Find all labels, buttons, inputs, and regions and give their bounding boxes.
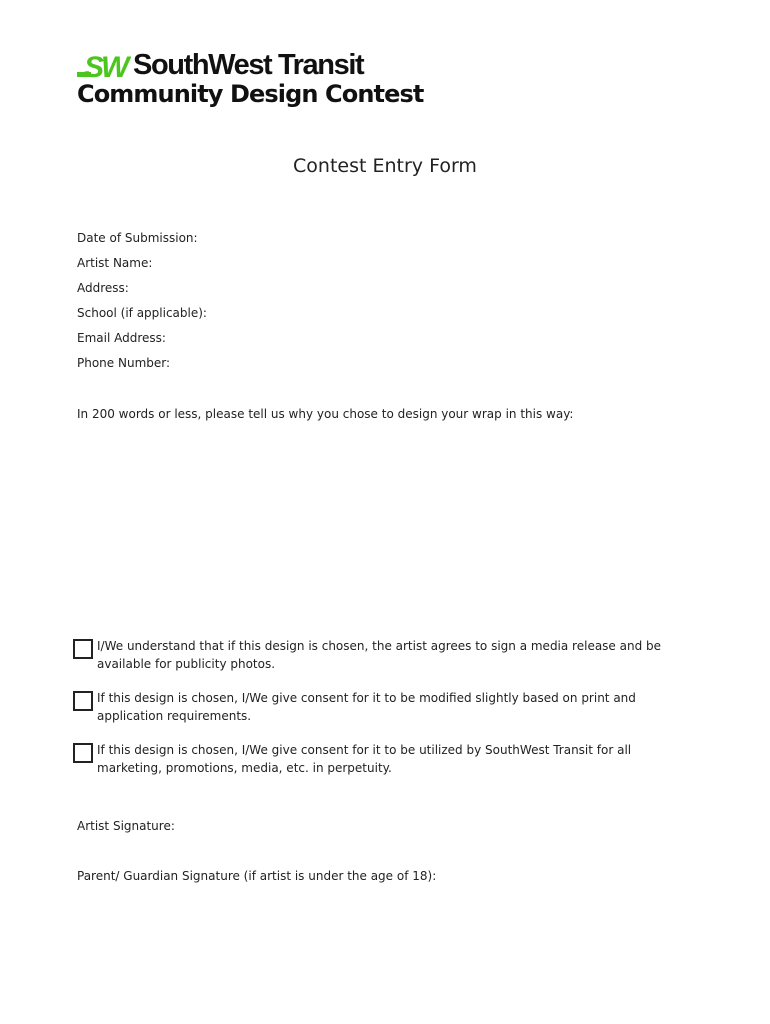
header: [77, 48, 423, 108]
field-address: Address:: [77, 281, 129, 295]
consent-modification-text: If this design is chosen, I/We give consent for it to be modified slightly based on print and application requirements.: [97, 691, 636, 723]
entry-fields: [77, 230, 207, 380]
brand-name: SouthWest Transit: [133, 49, 364, 81]
form-title: Contest Entry Form: [293, 155, 477, 177]
parent-guardian-signature-label: Parent/ Guardian Signature (if artist is under the age of 18):: [77, 869, 437, 883]
consent-media-release-text: I/We understand that if this design is chosen, the artist agrees to sign a media release and be available for publicity photos.: [97, 639, 662, 671]
consent-modification: [73, 689, 713, 725]
design-explanation-prompt: In 200 words or less, please tell us why you chose to design your wrap in this way:: [77, 407, 574, 421]
field-artist-name: Artist Name:: [77, 256, 153, 270]
consent-modification-checkbox[interactable]: [73, 691, 93, 711]
field-school: School (if applicable):: [77, 306, 207, 320]
consent-media-release-checkbox[interactable]: [73, 639, 93, 659]
field-phone-number: Phone Number:: [77, 356, 171, 370]
logo-mark-text: SW: [84, 52, 127, 80]
logo-row: [77, 48, 423, 80]
southwest-transit-logo-mark: [77, 52, 131, 80]
consent-marketing-use-text: If this design is chosen, I/We give consent for it to be utilized by SouthWest Transit for all marketing, promotions, media, etc. in perpetuity.: [97, 743, 632, 775]
field-date-of-submission: Date of Submission:: [77, 231, 198, 245]
artist-signature-label: Artist Signature:: [77, 819, 175, 833]
field-email-address: Email Address:: [77, 331, 166, 345]
contest-title: Community Design Contest: [77, 80, 424, 108]
consent-media-release: [73, 637, 713, 673]
consent-marketing-use: [73, 741, 713, 777]
consent-marketing-use-checkbox[interactable]: [73, 743, 93, 763]
